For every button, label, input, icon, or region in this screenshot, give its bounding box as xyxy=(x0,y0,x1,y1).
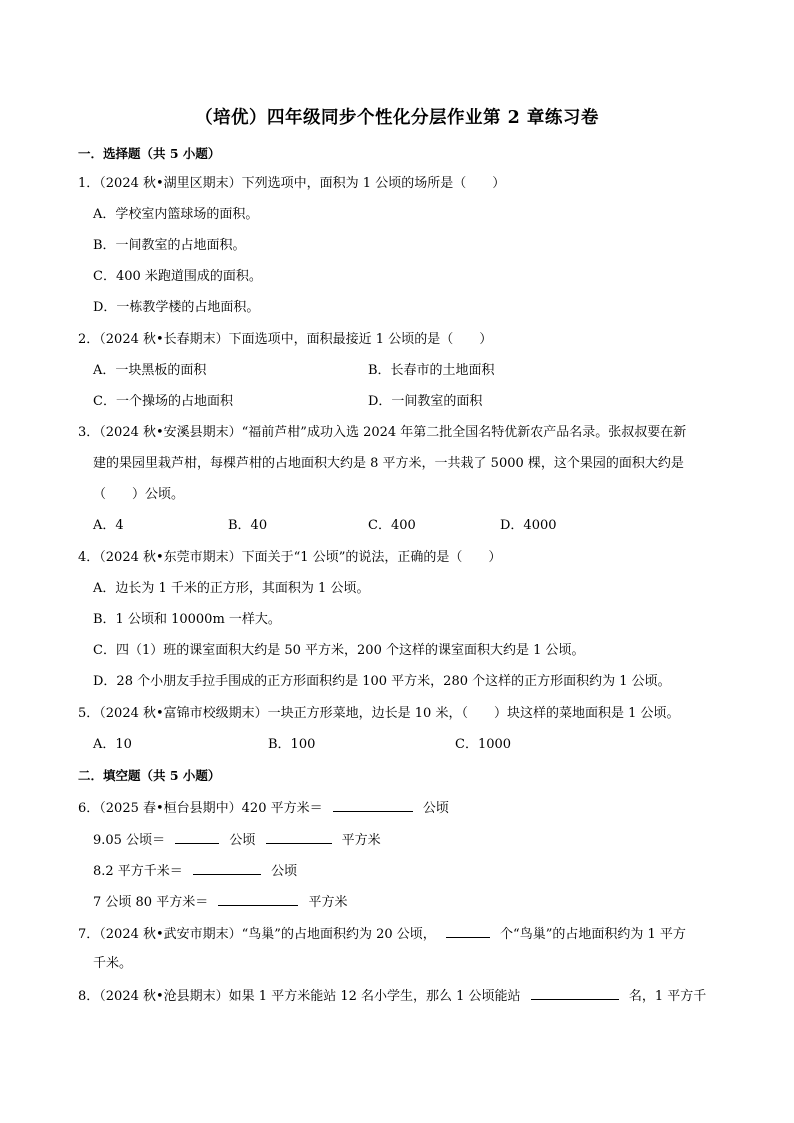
question-1-option-a: A．学校室内篮球场的面积。 xyxy=(93,207,259,222)
question-4-option-c: C．四（1）班的课室面积大约是 50 平方米，200 个这样的课室面积大约是 1 公顷。 xyxy=(93,643,585,658)
question-2-option-c: C．一个操场的占地面积 xyxy=(93,394,233,409)
question-4-option-a: A．边长为 1 千米的正方形，其面积为 1 公顷。 xyxy=(93,581,370,596)
question-2-option-d: D．一间教室的面积 xyxy=(368,394,483,409)
question-7-prefix: 7．（2024 秋•武安市期末）“鸟巢”的占地面积约为 20 公顷， xyxy=(78,927,436,942)
answer-blank[interactable] xyxy=(531,986,619,1000)
question-6-a-prefix: 6．（2025 春•桓台县期中）420 平方米＝ xyxy=(78,801,323,816)
question-3-line-1: 3．（2024 秋•安溪县期末）“福前芦柑”成功入选 2024 年第二批全国名特优新农产品名录。张叔叔要在新 xyxy=(78,425,687,440)
question-4-option-b: B．1 公顷和 10000m 一样大。 xyxy=(93,612,281,627)
question-5-option-a: A．10 xyxy=(93,737,132,752)
answer-blank[interactable] xyxy=(218,892,298,906)
answer-blank[interactable] xyxy=(446,924,490,938)
question-5-stem: 5．（2024 秋•富锦市校级期末）一块正方形菜地，边长是 10 米，（ ）块这样的菜地面积是 1 公顷。 xyxy=(78,706,680,721)
question-6-b-prefix: 9.05 公顷＝ xyxy=(93,833,166,848)
question-1-option-d: D．一栋教学楼的占地面积。 xyxy=(93,300,260,315)
question-6-d-suffix: 平方米 xyxy=(308,895,348,910)
question-1-option-c: C．400 米跑道围成的面积。 xyxy=(93,269,262,284)
question-3-option-d: D．4000 xyxy=(500,518,557,533)
question-5-option-c: C．1000 xyxy=(455,737,512,752)
question-1-stem: 1．（2024 秋•湖里区期末）下列选项中，面积为 1 公顷的场所是（ ） xyxy=(78,176,506,191)
question-3-line-2: 建的果园里栽芦柑，每棵芦柑的占地面积大约是 8 平方米，一共栽了 5000 棵，这个果园的面积大约是 xyxy=(93,456,684,471)
answer-blank[interactable] xyxy=(333,798,413,812)
question-7-suffix: 个“鸟巢”的占地面积约为 1 平方 xyxy=(500,927,686,942)
question-6-line-3 xyxy=(93,861,297,881)
question-6-d-prefix: 7 公顷 80 平方米＝ xyxy=(93,895,209,910)
question-3-line-3: （ ）公顷。 xyxy=(93,487,185,502)
question-6-c-prefix: 8.2 平方千米＝ xyxy=(93,864,183,879)
question-7-line-2: 千米。 xyxy=(93,956,133,971)
question-6-b-suffix: 平方米 xyxy=(341,833,381,848)
question-8-suffix: 名，1 平方千 xyxy=(628,989,707,1004)
question-3-option-b: B．40 xyxy=(228,518,268,533)
question-7-line-1 xyxy=(78,924,686,944)
question-2-option-b: B．长春市的土地面积 xyxy=(368,363,495,378)
question-1-option-b: B．一间教室的占地面积。 xyxy=(93,238,246,253)
question-4-stem: 4．（2024 秋•东莞市期末）下面关于“1 公顷”的说法，正确的是（ ） xyxy=(78,550,502,565)
question-8-line-1 xyxy=(78,986,706,1006)
question-3-option-a: A．4 xyxy=(93,518,124,533)
question-6-c-suffix: 公顷 xyxy=(271,864,298,879)
question-2-stem: 2．（2024 秋•长春期末）下面选项中，面积最接近 1 公顷的是（ ） xyxy=(78,332,493,347)
section-heading-choice: 一．选择题（共 5 小题） xyxy=(78,146,221,161)
answer-blank[interactable] xyxy=(193,861,261,875)
question-6-b-middle: 公顷 xyxy=(229,833,256,848)
question-6-line-1 xyxy=(78,798,449,818)
question-3-option-c: C．400 xyxy=(368,518,416,533)
section-heading-fill: 二．填空题（共 5 小题） xyxy=(78,768,221,783)
question-8-prefix: 8．（2024 秋•沧县期末）如果 1 平方米能站 12 名小学生，那么 1 公顷能站 xyxy=(78,989,521,1004)
question-2-option-a: A．一块黑板的面积 xyxy=(93,363,207,378)
question-6-line-4 xyxy=(93,892,348,912)
page-title: （培优）四年级同步个性化分层作业第 2 章练习卷 xyxy=(195,108,599,128)
question-6-a-suffix: 公顷 xyxy=(422,801,449,816)
answer-blank[interactable] xyxy=(175,830,219,844)
answer-blank[interactable] xyxy=(266,830,332,844)
question-6-line-2 xyxy=(93,830,381,850)
question-4-option-d: D．28 个小朋友手拉手围成的正方形面积约是 100 平方米，280 个这样的正方形面积约为 1 公顷。 xyxy=(93,674,671,689)
question-5-option-b: B．100 xyxy=(268,737,316,752)
